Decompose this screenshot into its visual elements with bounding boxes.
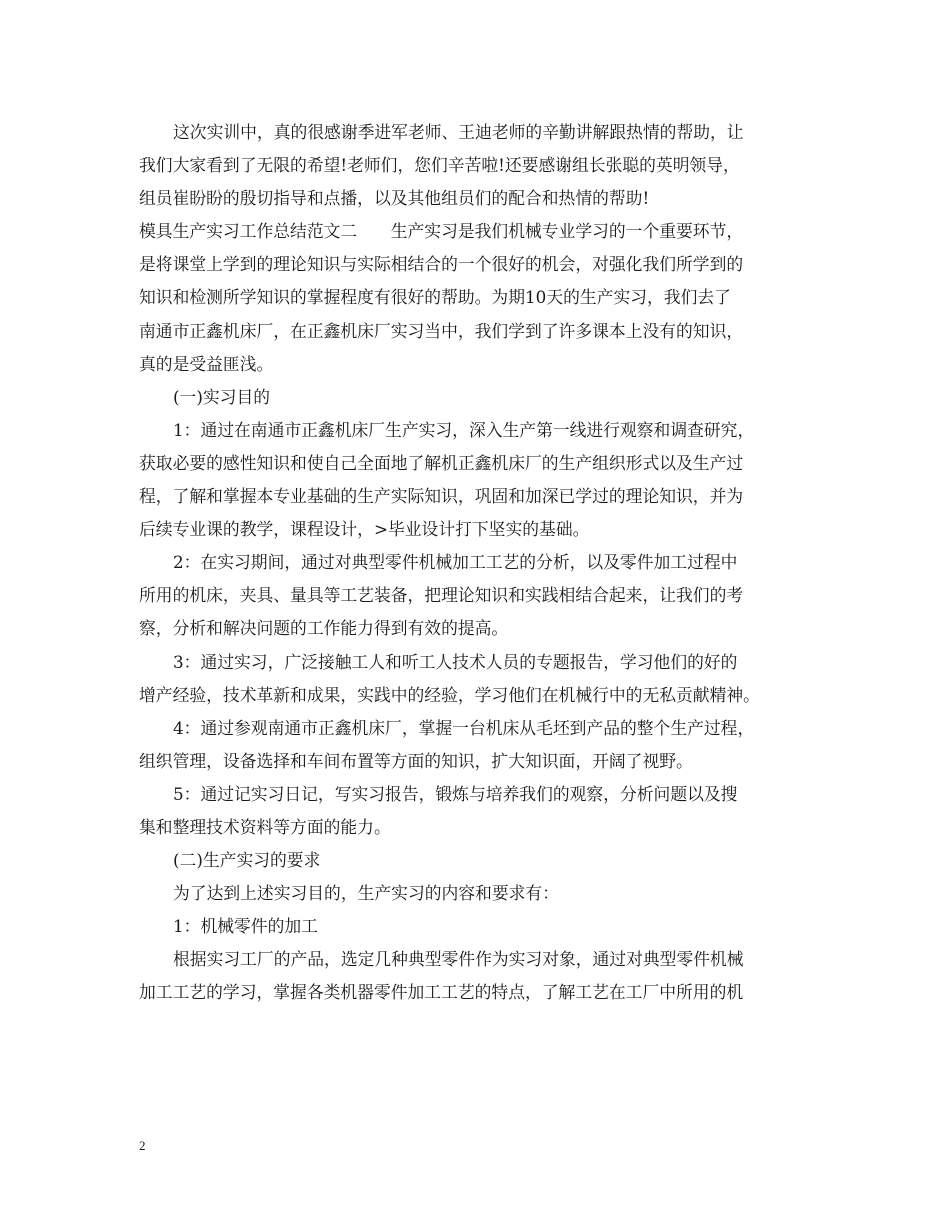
text-line: 组织管理，设备选择和车间布置等方面的知识，扩大知识面，开阔了视野。 bbox=[139, 750, 693, 771]
text-line: 加工工艺的学习，掌握各类机器零件加工工艺的特点，了解工艺在工厂中所用的机 bbox=[139, 982, 744, 1003]
text-line: 后续专业课的教学，课程设计，>毕业设计打下坚实的基础。 bbox=[139, 519, 590, 540]
text-line: 根据实习工厂的产品，选定几种典型零件作为实习对象，通过对典型零件机械 bbox=[173, 949, 744, 970]
document-body bbox=[139, 116, 811, 1010]
text-line: 2：在实习期间，通过对典型零件机械加工工艺的分析，以及零件加工过程中 bbox=[173, 552, 738, 573]
page-number: 2 bbox=[139, 1138, 146, 1153]
text-line: 5：通过记实习日记，写实习报告，锻炼与培养我们的观察，分析问题以及搜 bbox=[173, 783, 738, 804]
text-line: 增产经验，技术革新和成果，实践中的经验，学习他们在机械行中的无私贡献精神。 bbox=[139, 684, 760, 705]
text-line: 4：通过参观南通市正鑫机床厂，掌握一台机床从毛坯到产品的整个生产过程， bbox=[173, 717, 755, 738]
section-heading: (一)实习目的 bbox=[173, 386, 271, 407]
text-line: 察，分析和解决问题的工作能力得到有效的提高。 bbox=[139, 618, 509, 639]
text-line: 获取必要的感性知识和使自己全面地了解机正鑫机床厂的生产组织形式以及生产过 bbox=[139, 452, 744, 473]
text-line: 这次实训中，真的很感谢季进军老师、王迪老师的辛勤讲解跟热情的帮助，让 bbox=[173, 122, 744, 142]
text-line: 3：通过实习，广泛接触工人和听工人技术人员的专题报告，学习他们的好的 bbox=[173, 651, 738, 672]
text-line: 集和整理技术资料等方面的能力。 bbox=[139, 816, 391, 837]
section-heading: (二)生产实习的要求 bbox=[173, 850, 321, 871]
text-line: 知识和检测所学知识的掌握程度有很好的帮助。为期10天的生产实习，我们去了 bbox=[139, 287, 731, 308]
text-line: 是将课堂上学到的理论知识与实际相结合的一个很好的机会，对强化我们所学到的 bbox=[139, 254, 744, 275]
text-line: 为了达到上述实习目的，生产实习的内容和要求有： bbox=[173, 883, 559, 904]
text-line: 模具生产实习工作总结范文二 生产实习是我们机械专业学习的一个重要环节， bbox=[139, 221, 744, 242]
subsection-heading: 1：机械零件的加工 bbox=[173, 916, 318, 937]
text-line: 所用的机床，夹具、量具等工艺装备，把理论知识和实践相结合起来，让我们的考 bbox=[139, 585, 744, 606]
text-line: 1：通过在南通市正鑫机床厂生产实习，深入生产第一线进行观察和调查研究， bbox=[173, 419, 755, 440]
text-line: 程，了解和掌握本专业基础的生产实际知识，巩固和加深已学过的理论知识，并为 bbox=[139, 486, 744, 507]
text-line: 真的是受益匪浅。 bbox=[139, 353, 274, 374]
text-line: 组员崔盼盼的殷切指导和点播，以及其他组员们的配合和热情的帮助! bbox=[139, 188, 650, 209]
text-line: 南通市正鑫机床厂，在正鑫机床厂实习当中，我们学到了许多课本上没有的知识， bbox=[139, 320, 744, 341]
text-line: 我们大家看到了无限的希望!老师们，您们辛苦啦!还要感谢组长张聪的英明领导， bbox=[139, 155, 740, 176]
